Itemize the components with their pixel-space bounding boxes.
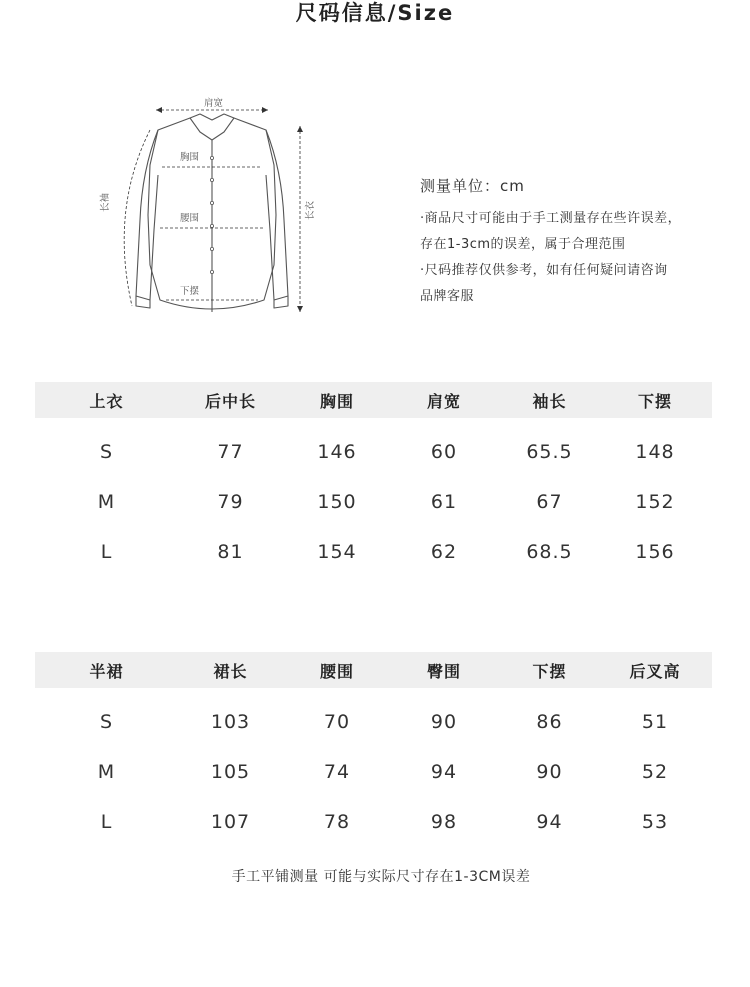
- table-cell: 90: [430, 711, 458, 733]
- header-cell: 半裙: [89, 661, 124, 681]
- table-row: [35, 477, 712, 527]
- unit-label: 测量单位：cm: [420, 177, 525, 195]
- table-cell: 70: [323, 711, 351, 733]
- table-cell: 103: [210, 711, 251, 733]
- table-cell: 51: [641, 711, 669, 733]
- size-cell: M: [97, 491, 116, 513]
- header-cell: 裙长: [213, 661, 248, 681]
- shirt-diagram: [95, 90, 335, 322]
- table-cell: 79: [217, 491, 244, 513]
- table-cell: 150: [317, 491, 357, 513]
- table-cell: 52: [641, 761, 669, 783]
- measurement-notes: [420, 176, 720, 310]
- table-row: [35, 697, 712, 747]
- waist-label: 腰围: [180, 213, 200, 224]
- right-sleeve-outline: [266, 130, 288, 300]
- table-cell: 156: [635, 541, 675, 563]
- table-cell: 53: [641, 811, 669, 833]
- header-cell: 肩宽: [426, 391, 461, 411]
- table-cell: 74: [323, 761, 351, 783]
- table-row: [35, 427, 712, 477]
- table-cell: 78: [323, 811, 351, 833]
- note-line: ·尺码推荐仅供参考，如有任何疑问请咨询: [420, 263, 668, 278]
- header-cell: 后叉高: [629, 661, 681, 681]
- table-cell: 98: [430, 811, 458, 833]
- table-cell: 86: [536, 711, 563, 733]
- header-cell: 腰围: [319, 661, 354, 681]
- table-cell: 68.5: [526, 541, 573, 563]
- table-cell: 67: [536, 491, 563, 513]
- table-cell: 60: [430, 441, 458, 463]
- table-cell: 148: [635, 441, 675, 463]
- table-cell: 90: [536, 761, 563, 783]
- size-cell: L: [100, 541, 113, 563]
- header-cell: 袖长: [532, 391, 567, 411]
- header-cell: 胸围: [319, 391, 354, 411]
- table-cell: 146: [317, 441, 357, 463]
- table-row: [35, 797, 712, 847]
- top-size-table: [35, 382, 712, 577]
- table-cell: 154: [317, 541, 357, 563]
- note-line: 品牌客服: [420, 289, 475, 304]
- table-row: [35, 527, 712, 577]
- header-cell: 臀围: [426, 661, 461, 681]
- table-cell: 61: [430, 491, 458, 513]
- skirt-size-table: [35, 652, 712, 847]
- header-cell: 上衣: [89, 391, 124, 411]
- header-cell: 后中长: [204, 391, 256, 411]
- hem-label: 下摆: [180, 286, 200, 297]
- table-header: [35, 652, 712, 688]
- size-cell: S: [99, 711, 114, 733]
- table-cell: 81: [217, 541, 244, 563]
- note-line: ·商品尺寸可能由于手工测量存在些许误差，: [420, 211, 682, 226]
- shoulder-label: 肩宽: [204, 98, 224, 109]
- size-cell: L: [100, 811, 113, 833]
- table-cell: 107: [210, 811, 251, 833]
- header-cell: 下摆: [637, 391, 672, 411]
- chest-label: 胸围: [180, 152, 200, 163]
- table-cell: 152: [635, 491, 675, 513]
- length-label: 长衣: [305, 200, 316, 220]
- table-cell: 94: [536, 811, 563, 833]
- table-cell: 62: [430, 541, 458, 563]
- footer-note: 手工平铺测量 可能与实际尺寸存在1-3CM误差: [231, 869, 531, 885]
- size-cell: M: [97, 761, 116, 783]
- table-cell: 94: [430, 761, 458, 783]
- table-header: [35, 382, 712, 418]
- table-cell: 105: [210, 761, 251, 783]
- page-title: 尺码信息/Size: [295, 1, 455, 25]
- sleeve-label: 长袖: [100, 192, 111, 212]
- table-cell: 65.5: [526, 441, 573, 463]
- table-row: [35, 747, 712, 797]
- size-cell: S: [99, 441, 114, 463]
- collar-outline: [190, 114, 234, 140]
- header-cell: 下摆: [532, 661, 567, 681]
- note-line: 存在1-3cm的误差，属于合理范围: [420, 237, 626, 252]
- table-cell: 77: [217, 441, 244, 463]
